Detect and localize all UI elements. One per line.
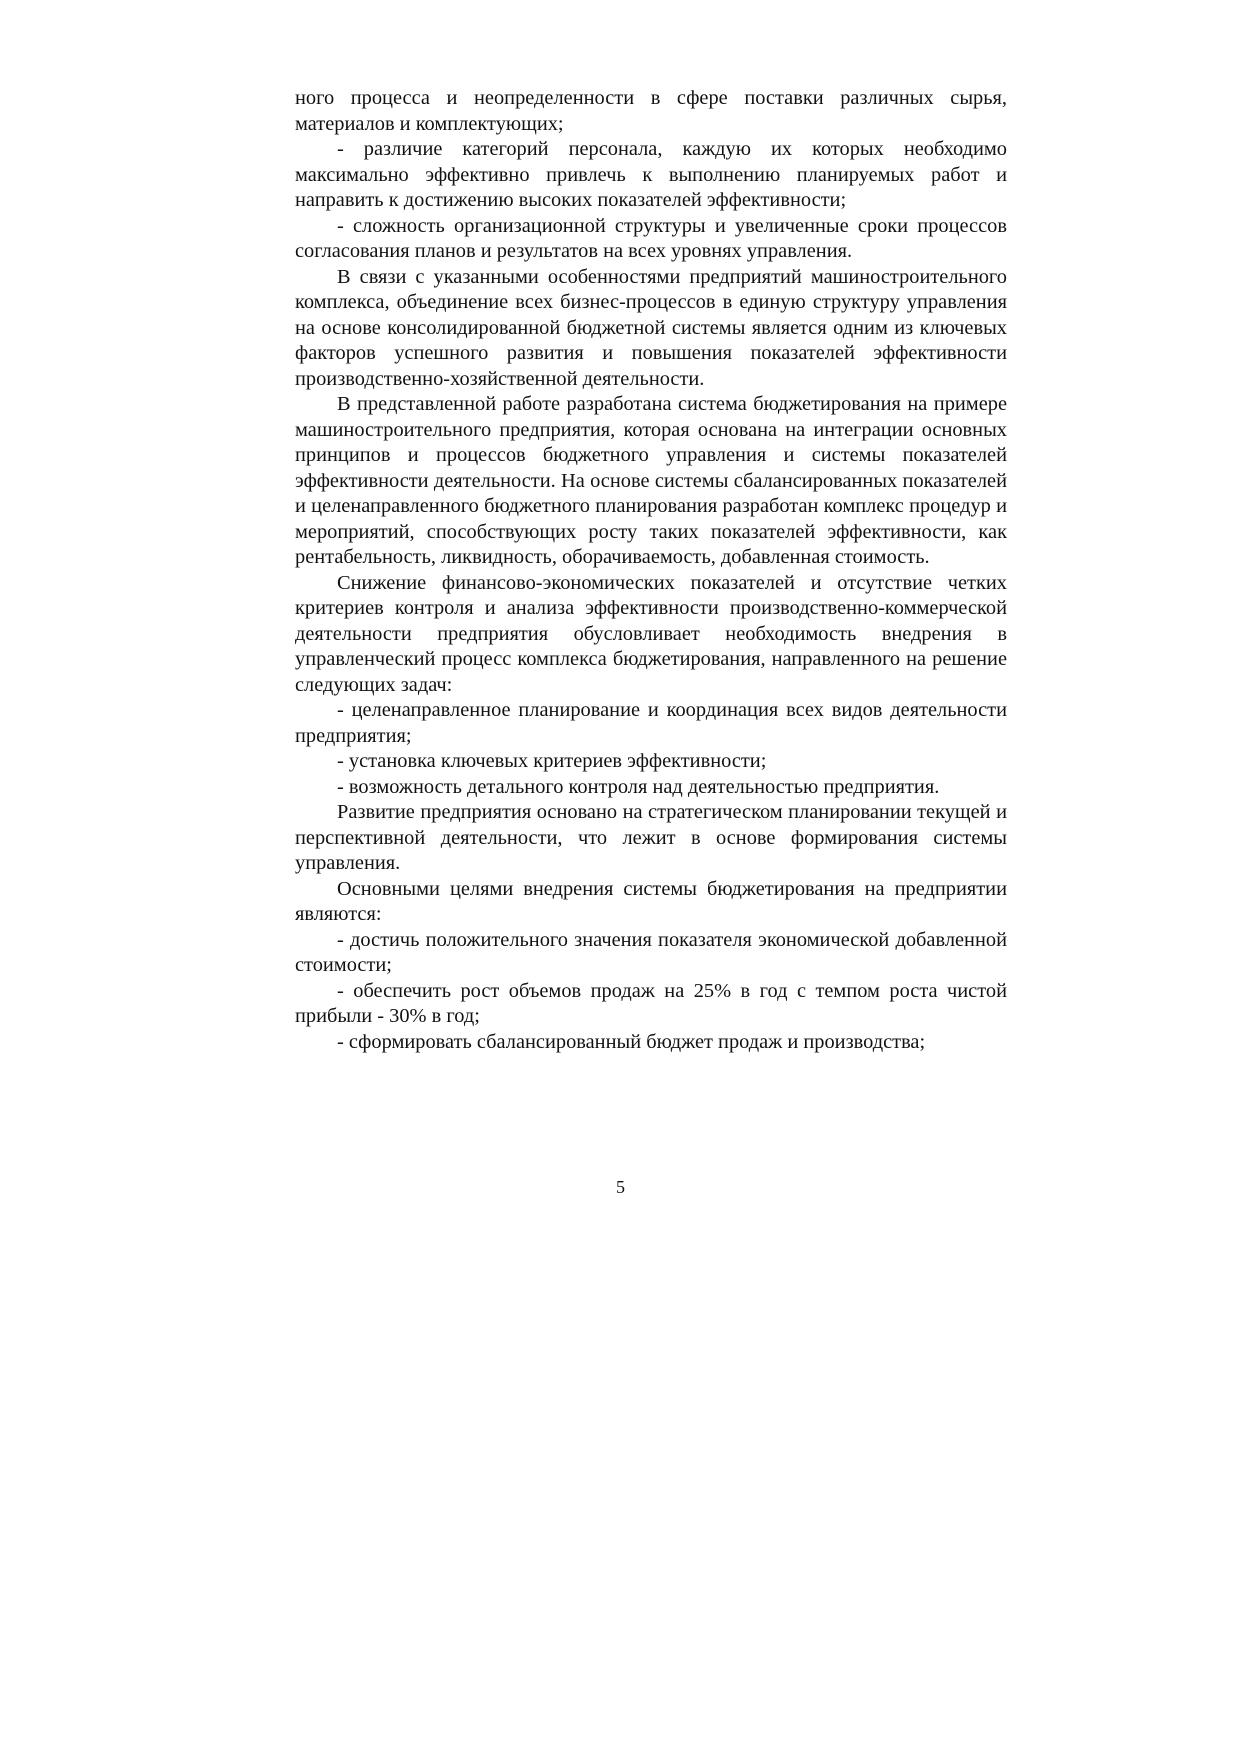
paragraph-14: - сформировать сбалансированный бюджет продаж и производства;: [337, 1030, 926, 1053]
paragraph-8: - установка ключевых критериев эффективности;: [337, 750, 767, 772]
paragraph-12: - достичь положительного значения показателя экономической добавленной стоимости;: [295, 928, 1007, 976]
paragraph-11: Основными целями внедрения системы бюджетирования на предприятии являются:: [295, 877, 1007, 925]
paragraph-3: - сложность организационной структуры и увеличенные сроки процессов согласования планов и результатов на всех уровнях управления.: [295, 214, 1007, 262]
page-body: [295, 86, 1007, 1055]
paragraph-6: Снижение финансово-экономических показателей и отсутствие четких критериев контроля и анализа эффективности производственно-коммерческой деятельности предприятия обусловливает необходимость внедрения в управленческий процесс комплекса бюджетирования, направленного на решение следующих задач:: [295, 571, 1007, 696]
page-number: 5: [616, 1177, 625, 1197]
paragraph-2: - различие категорий персонала, каждую их которых необходимо максимально эффективно привлечь к выполнению планируемых работ и направить к достижению высоких показателей эффективности;: [295, 138, 1007, 211]
paragraph-5: В представленной работе разработана система бюджетирования на примере машиностроительного предприятия, которая основана на интеграции основных принципов и процессов бюджетного управления и системы показателей эффективности деятельности. На основе системы сбалансированных показателей и целенаправленного бюджетного планирования разработан комплекс процедур и мероприятий, способствующих росту таких показателей эффективности, как рентабельность, ликвидность, оборачиваемость, добавленная стоимость.: [295, 393, 1007, 568]
paragraph-9: - возможность детального контроля над деятельностью предприятия.: [337, 775, 940, 798]
paragraph-10: Развитие предприятия основано на стратегическом планировании текущей и перспективной деятельности, что лежит в основе формирования системы управления.: [295, 801, 1007, 874]
paragraph-13: - обеспечить рост объемов продаж на 25% в год с темпом роста чистой прибыли - 30% в год;: [295, 979, 1007, 1027]
paragraph-4: В связи с указанными особенностями предприятий машиностроительного комплекса, объединение всех бизнес-процессов в единую структуру управления на основе консолидированной бюджетной системы является одним из ключевых факторов успешного развития и повышения показателей эффективности производственно-хозяйственной деятельности.: [295, 265, 1007, 390]
paragraph-7: - целенаправленное планирование и координация всех видов деятельности предприятия;: [295, 699, 1007, 747]
paragraph-1: ного процесса и неопределенности в сфере поставки различных сырья, материалов и комплектующих;: [295, 87, 1007, 135]
